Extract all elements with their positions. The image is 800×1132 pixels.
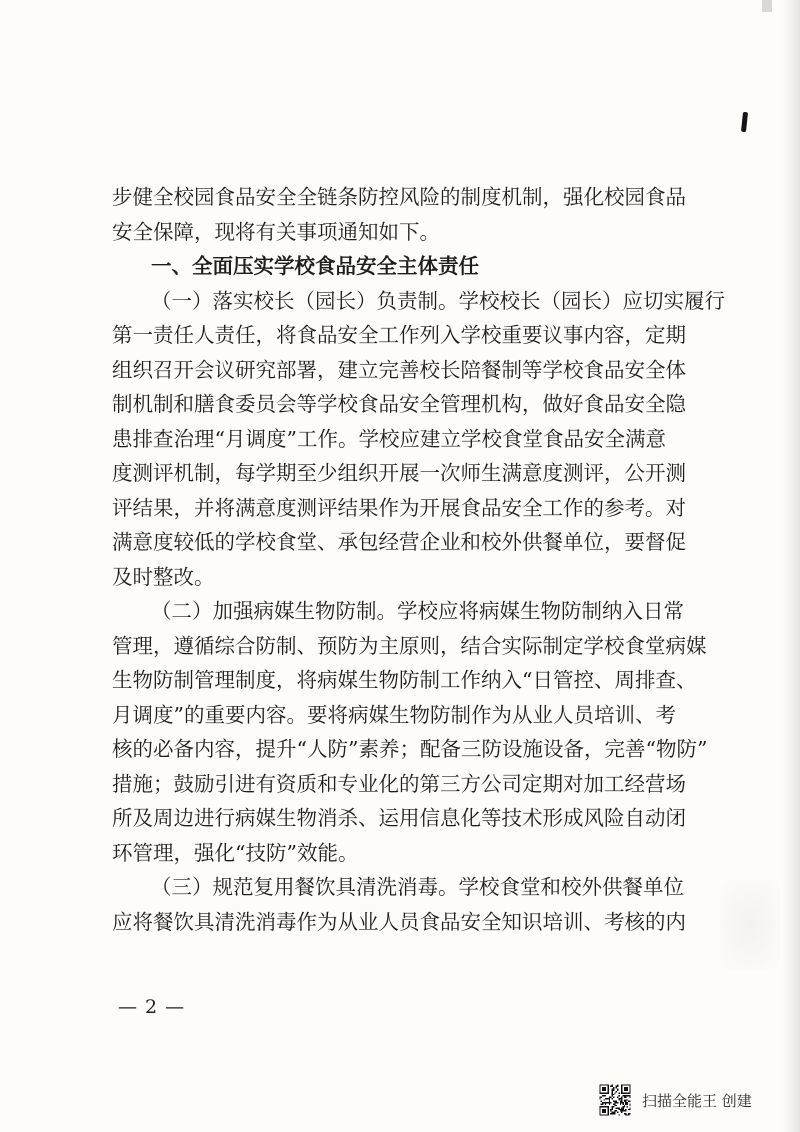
paragraph [112,594,708,870]
section-heading [112,249,658,284]
text-line: 评结果，并将满意度测评结果作为开展食品安全工作的参考。对 [112,495,686,520]
text-line: 第一责任人责任，将食品安全工作列入学校重要议事内容，定期 [112,323,686,347]
scan-stain [720,880,780,970]
page-number: — 2 — [118,996,186,1018]
text-line: 步健全校园食品安全全链条防控风险的制度机制，强化校园食品 [112,185,686,209]
text-line: 措施；鼓励引进有资质和专业化的第三方公司定期对加工经营场 [112,771,686,796]
scan-corner-mark [762,0,772,12]
text-line: 生物防制管理制度，将病媒生物防制工作纳入“日管控、周排查、 [112,668,697,692]
text-line: 管理，遵循综合防制、预防为主原则，结合实际制定学校食堂病媒 [112,633,707,658]
text-line: 患排查治理“月调度”工作。学校应建立学校食堂食品安全满意 [112,426,666,451]
text-line: 核的必备内容，提升“人防”素养；配备三防设施设备，完善“物防” [112,737,708,761]
scanner-watermark [598,1083,752,1117]
paragraph [112,870,686,939]
text-line: 安全保障，现将有关事项通知如下。 [112,219,440,244]
text-line: （一）落实校长（园长）负责制。学校校长（园长）应切实履行 [151,288,725,313]
text-line: （三）规范复用餐饮具清洗消毒。学校食堂和校外供餐单位 [151,875,684,899]
paragraph [112,284,725,595]
watermark-text: 扫描全能王 创建 [642,1091,752,1110]
scan-ink-mark [741,112,748,132]
text-line: 制机制和膳食委员会等学校食品安全管理机构，做好食品安全隐 [112,392,686,416]
page-edge-shadow [782,0,800,1132]
text-line: 组织召开会议研究部署，建立完善校长陪餐制等学校食品安全体 [112,357,686,382]
heading-text: 一、全面压实学校食品安全主体责任 [151,254,479,278]
text-line: 月调度”的重要内容。要将病媒生物防制作为从业人员培训、考 [112,702,676,727]
text-line: 满意度较低的学校食堂、承包经营企业和校外供餐单位，要督促 [112,530,686,554]
text-line: 环管理，强化“技防”效能。 [112,840,359,865]
paragraph [112,180,686,249]
text-line: （二）加强病媒生物防制。学校应将病媒生物防制纳入日常 [151,599,684,623]
text-line: 度测评机制，每学期至少组织开展一次师生满意度测评，公开测 [112,461,686,485]
text-line: 应将餐饮具清洗消毒作为从业人员食品安全知识培训、考核的内 [112,909,686,934]
text-line: 所及周边进行病媒生物消杀、运用信息化等技术形成风险自动闭 [112,806,686,830]
document-body [112,180,725,939]
qr-code-icon [598,1083,632,1117]
text-line: 及时整改。 [112,564,215,589]
